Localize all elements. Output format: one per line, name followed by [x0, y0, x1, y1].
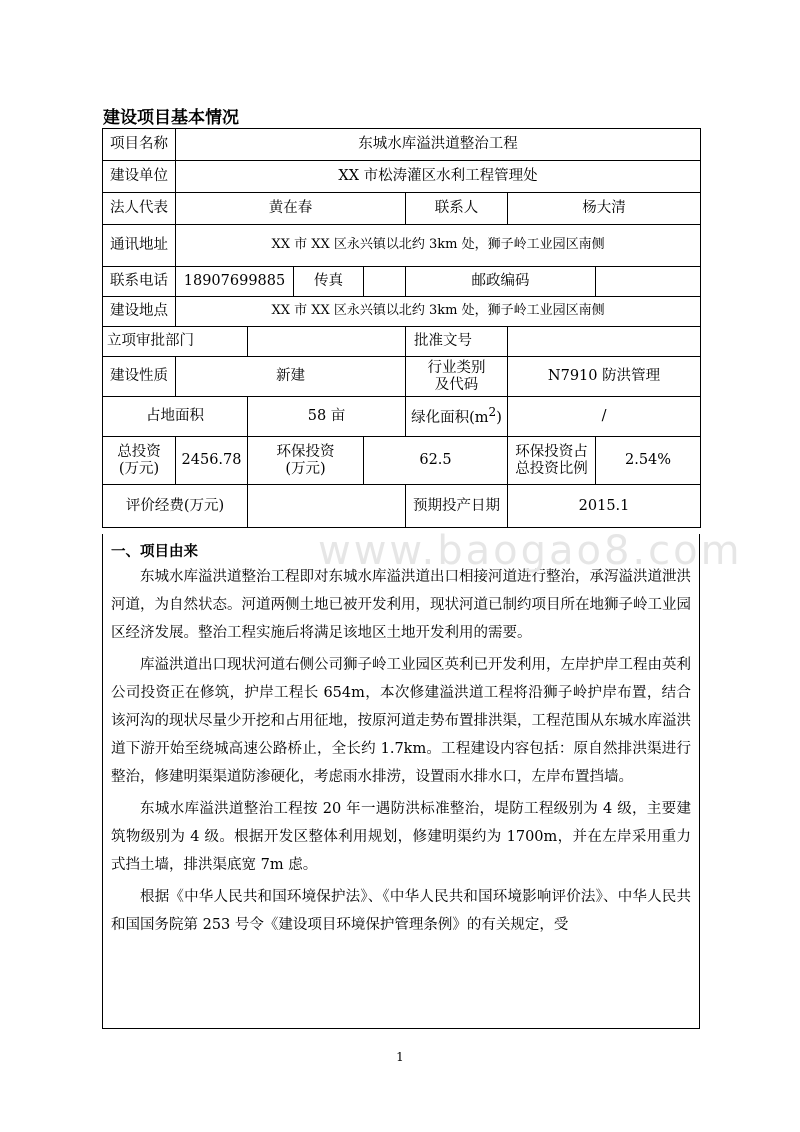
table-row — [103, 297, 701, 327]
project-info-table — [102, 128, 701, 528]
fax-value — [364, 267, 406, 297]
approval-no-value — [508, 327, 701, 357]
table-row — [103, 267, 701, 297]
invest-label — [103, 437, 176, 485]
contact-value: 杨大清 — [508, 193, 701, 225]
postcode-value — [596, 267, 701, 297]
paragraph: 东城水库溢洪道整治工程按 20 年一遇防洪标准整治，堤防工程级别为 4 级，主要建筑物级别为 4 级。根据开发区整体利用规划，修建明渠约为 1700m，并在左岸采用重力式挡土墙，排洪渠底宽 7m 虑。 — [111, 801, 691, 873]
address-label: 通讯地址 — [103, 225, 176, 267]
ratio-label-line1: 环保投资占 — [515, 443, 588, 460]
green-label-text: 绿化面积(m — [411, 410, 489, 427]
postcode-label: 邮政编码 — [406, 267, 596, 297]
fee-value — [248, 485, 406, 528]
ratio-label-line2: 总投资比例 — [515, 460, 588, 477]
builder-value: XX 市松涛灌区水利工程管理处 — [176, 161, 701, 193]
green-label — [406, 397, 508, 437]
table-row — [103, 327, 701, 357]
approval-dept-label: 立项审批部门 — [103, 327, 248, 357]
project-origin-section — [102, 534, 700, 1029]
date-value: 2015.1 — [508, 485, 701, 528]
env-invest-label-line2: (万元) — [285, 460, 326, 477]
fee-label: 评价经费(万元) — [103, 485, 248, 528]
table-row — [103, 129, 701, 161]
fax-label: 传真 — [294, 267, 364, 297]
industry-label-line2: 及代码 — [434, 376, 479, 393]
section-heading: 一、项目由来 — [111, 544, 198, 560]
approval-no-label: 批准文号 — [406, 327, 508, 357]
table-row — [103, 437, 701, 485]
paragraph: 根据《中华人民共和国环境保护法》、《中华人民共和国环境影响评价法》、中华人民共和国国务院第 253 号令《建设项目环境保护管理条例》的有关规定，受 — [111, 889, 691, 933]
industry-value: N7910 防洪管理 — [508, 357, 701, 397]
area-label: 占地面积 — [103, 397, 248, 437]
green-label-sup: 2 — [488, 405, 497, 420]
green-label-close: ) — [496, 410, 502, 427]
project-name-label: 项目名称 — [103, 129, 176, 161]
ratio-value: 2.54% — [596, 437, 701, 485]
env-invest-label-line1: 环保投资 — [276, 443, 335, 460]
contact-label: 联系人 — [406, 193, 508, 225]
industry-label — [406, 357, 508, 397]
ratio-label — [508, 437, 596, 485]
invest-label-line1: 总投资 — [117, 443, 161, 460]
table-row — [103, 161, 701, 193]
table-row — [103, 193, 701, 225]
nature-value: 新建 — [176, 357, 406, 397]
table-row — [103, 225, 701, 267]
green-value: / — [508, 397, 701, 437]
phone-value: 18907699885 — [176, 267, 294, 297]
address-value: XX 市 XX 区永兴镇以北约 3km 处，狮子岭工业园区南侧 — [176, 225, 701, 267]
env-invest-label — [248, 437, 364, 485]
page-number: 1 — [396, 1050, 404, 1064]
table-row — [103, 485, 701, 528]
date-label: 预期投产日期 — [406, 485, 508, 528]
site-value: XX 市 XX 区永兴镇以北约 3km 处，狮子岭工业园区南侧 — [176, 297, 701, 327]
industry-label-line1: 行业类别 — [427, 359, 486, 376]
invest-label-line2: (万元) — [118, 460, 160, 477]
paragraph: 库溢洪道出口现状河道右侧公司狮子岭工业园区英利已开发利用，左岸护岸工程由英利公司投资正在修筑，护岸工程长 654m，本次修建溢洪道工程将沿狮子岭护岸布置，结合该河沟的现状尽量少开挖和占用征地，按原河道走势布置排洪渠，工程范围从东城水库溢洪道下游开始至绕城高速公路桥止，全长约 1.7km。工程建设内容包括：原自然排洪渠进行整治，修建明渠渠道防渗硬化，考虑雨水排涝，设置雨水排水口，左岸布置挡墙。 — [111, 657, 691, 785]
legal-rep-label: 法人代表 — [103, 193, 176, 225]
phone-label: 联系电话 — [103, 267, 176, 297]
area-value: 58 亩 — [248, 397, 406, 437]
nature-label: 建设性质 — [103, 357, 176, 397]
table-row — [103, 357, 701, 397]
watermark: www.baogao8.com — [318, 528, 743, 574]
page-title: 建设项目基本情况 — [103, 108, 239, 128]
env-invest-value: 62.5 — [364, 437, 508, 485]
invest-value: 2456.78 — [176, 437, 248, 485]
paragraph: 东城水库溢洪道整治工程即对东城水库溢洪道出口相接河道进行整治，承泻溢洪道泄洪河道，为自然状态。河道两侧土地已被开发利用，现状河道已制约项目所在地狮子岭工业园区经济发展。整治工程实施后将满足该地区土地开发利用的需要。 — [111, 569, 691, 641]
builder-label: 建设单位 — [103, 161, 176, 193]
legal-rep-value: 黄在春 — [176, 193, 406, 225]
approval-dept-value — [248, 327, 406, 357]
table-row — [103, 397, 701, 437]
site-label: 建设地点 — [103, 297, 176, 327]
project-name-value: 东城水库溢洪道整治工程 — [176, 129, 701, 161]
